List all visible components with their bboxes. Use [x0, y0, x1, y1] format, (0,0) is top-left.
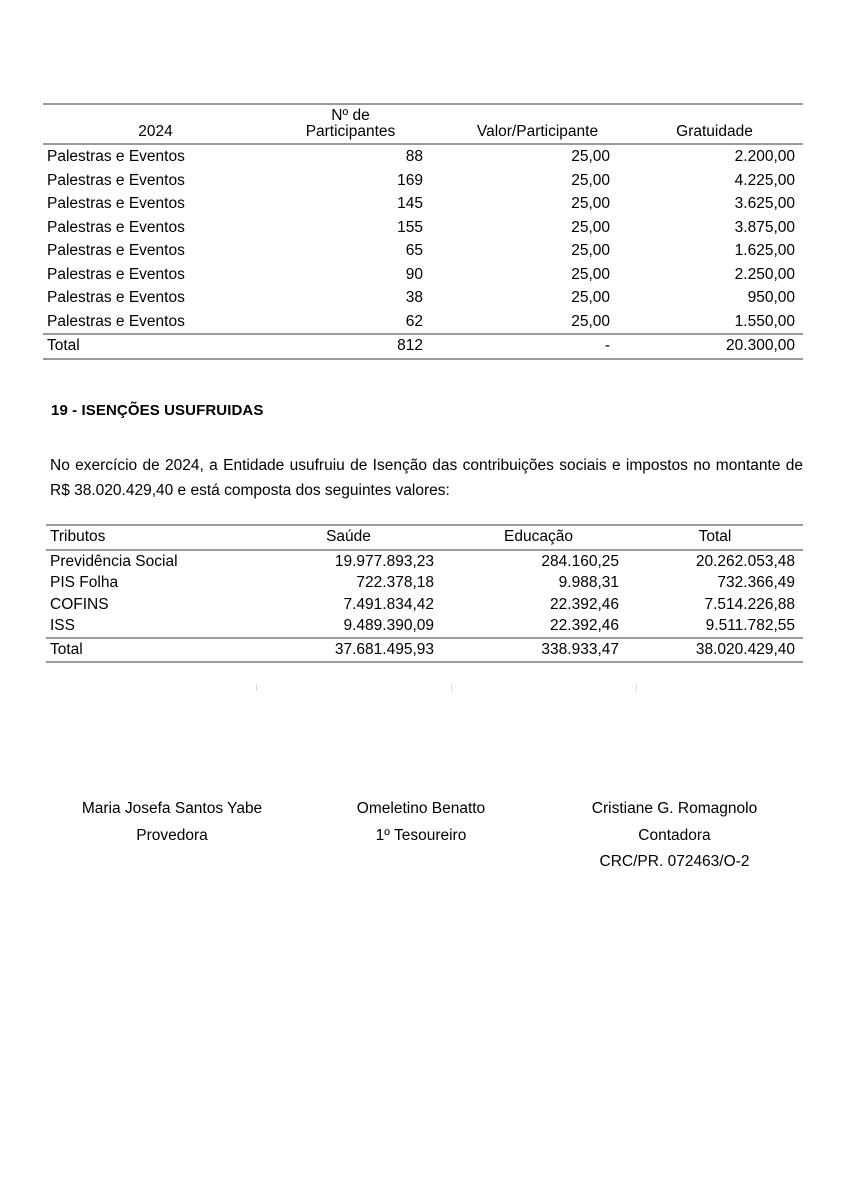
column-tick-mark [451, 684, 452, 691]
header-participants-line1: Nº de [331, 107, 370, 124]
participantes-table-container [43, 103, 803, 360]
table-row [46, 594, 803, 616]
section-paragraph: No exercício de 2024, a Entidade usufruiu de Isenção das contribuições sociais e impostos no montante de R$ 38.020.429,40 e está composta dos seguintes valores: [50, 457, 803, 500]
tributos-table-body [46, 550, 803, 638]
participantes-table-head [43, 104, 803, 144]
total-participants: 812 [397, 337, 423, 354]
cell-valor: 25,00 [571, 148, 610, 165]
cell-gratuidade: 3.875,00 [734, 218, 795, 236]
header-participants-line2: Participantes [305, 122, 396, 140]
participantes-table [43, 103, 803, 360]
total-value: - [604, 337, 610, 354]
cell-descricao: Palestras e Eventos [47, 171, 185, 189]
cell-descricao: Palestras e Eventos [47, 195, 185, 212]
table-total-row [43, 334, 803, 359]
signature-provedora [38, 796, 306, 876]
signature-role: Contadora [638, 826, 711, 844]
table-row [43, 169, 803, 193]
cell-participantes: 65 [405, 242, 423, 259]
cell-gratuidade: 4.225,00 [734, 171, 795, 189]
cell-gratuidade: 950,00 [747, 289, 795, 306]
cell-total: 732.366,49 [717, 574, 795, 591]
signature-name: Omeletino Benatto [356, 800, 486, 817]
table-row [43, 144, 803, 169]
cell-gratuidade: 1.550,00 [734, 312, 795, 330]
header-gratuity: Gratuidade [676, 122, 753, 140]
cell-total: 20.262.053,48 [695, 552, 795, 570]
signature-role: 1º Tesoureiro [375, 826, 467, 844]
participantes-table-foot [43, 334, 803, 359]
table-row [43, 239, 803, 263]
table-total-row [46, 638, 803, 663]
tributos-table-head [46, 525, 803, 550]
table-row [43, 216, 803, 240]
cell-total: 7.514.226,88 [704, 595, 795, 613]
table-row [43, 286, 803, 310]
tributos-table [46, 524, 803, 663]
cell-valor: 25,00 [571, 195, 610, 212]
cell-tributo: PIS Folha [50, 574, 119, 591]
signature-registration-number: CRC/PR. 072463/O-2 [599, 853, 750, 871]
cell-tributo: Previdência Social [50, 552, 178, 570]
cell-participantes: 88 [405, 148, 423, 165]
cell-participantes: 145 [397, 195, 423, 212]
cell-descricao: Palestras e Eventos [47, 218, 185, 236]
cell-descricao: Palestras e Eventos [47, 148, 185, 165]
table-row [46, 572, 803, 594]
table-row [46, 615, 803, 638]
cell-saude: 722.378,18 [356, 574, 434, 591]
cell-valor: 25,00 [571, 171, 610, 189]
cell-participantes: 38 [405, 289, 423, 306]
cell-educacao: 22.392,46 [550, 595, 619, 613]
header-value-per-participant: Valor/Participante [476, 122, 599, 140]
cell-gratuidade: 3.625,00 [734, 195, 795, 212]
cell-educacao: 284.160,25 [541, 552, 619, 570]
total-total: 38.020.429,40 [695, 640, 795, 658]
cell-saude: 19.977.893,23 [334, 552, 434, 570]
column-tick-mark [636, 684, 637, 691]
total-label: Total [50, 640, 83, 658]
cell-gratuidade: 2.250,00 [734, 265, 795, 283]
signature-name: Cristiane G. Romagnolo [591, 800, 758, 817]
cell-educacao: 22.392,46 [550, 617, 619, 634]
total-saude: 37.681.495,93 [334, 640, 434, 658]
tributos-table-foot [46, 638, 803, 663]
table-row [43, 192, 803, 216]
cell-participantes: 62 [405, 312, 423, 330]
cell-participantes: 169 [397, 171, 423, 189]
cell-tributo: COFINS [50, 595, 109, 613]
cell-gratuidade: 2.200,00 [734, 148, 795, 165]
header-participants [268, 104, 443, 144]
total-gratuity: 20.300,00 [726, 337, 795, 354]
tributos-table-container [46, 524, 803, 663]
cell-participantes: 155 [397, 218, 423, 236]
signature-tesoureiro [306, 796, 536, 876]
header-saude: Saúde [326, 528, 371, 545]
cell-total: 9.511.782,55 [705, 617, 795, 634]
table-row [43, 263, 803, 287]
table-header-row [46, 525, 803, 550]
signature-role: Provedora [136, 826, 208, 844]
cell-valor: 25,00 [571, 218, 610, 236]
cell-participantes: 90 [405, 265, 423, 283]
header-year: 2024 [138, 122, 173, 140]
cell-saude: 7.491.834,42 [343, 595, 434, 613]
header-tributos: Tributos [50, 528, 106, 545]
header-educacao: Educação [504, 528, 573, 545]
table-header-row [43, 104, 803, 144]
signature-block [38, 796, 813, 876]
cell-valor: 25,00 [571, 242, 610, 259]
cell-valor: 25,00 [571, 289, 610, 306]
signature-name: Maria Josefa Santos Yabe [81, 800, 263, 817]
total-label: Total [47, 337, 80, 354]
total-educacao: 338.933,47 [541, 640, 619, 658]
cell-descricao: Palestras e Eventos [47, 242, 185, 259]
signature-contadora [536, 796, 813, 876]
cell-tributo: ISS [50, 617, 75, 634]
cell-gratuidade: 1.625,00 [734, 242, 795, 259]
cell-descricao: Palestras e Eventos [47, 265, 185, 283]
cell-descricao: Palestras e Eventos [47, 289, 185, 306]
column-tick-mark [256, 684, 257, 691]
table-row [43, 310, 803, 335]
cell-valor: 25,00 [571, 265, 610, 283]
cell-saude: 9.489.390,09 [343, 617, 434, 634]
cell-valor: 25,00 [571, 312, 610, 330]
cell-descricao: Palestras e Eventos [47, 312, 185, 330]
cell-educacao: 9.988,31 [558, 574, 619, 591]
header-total: Total [698, 528, 732, 545]
participantes-table-body [43, 144, 803, 334]
table-row [46, 550, 803, 573]
section-heading: 19 - ISENÇÕES USUFRUIDAS [51, 402, 264, 419]
